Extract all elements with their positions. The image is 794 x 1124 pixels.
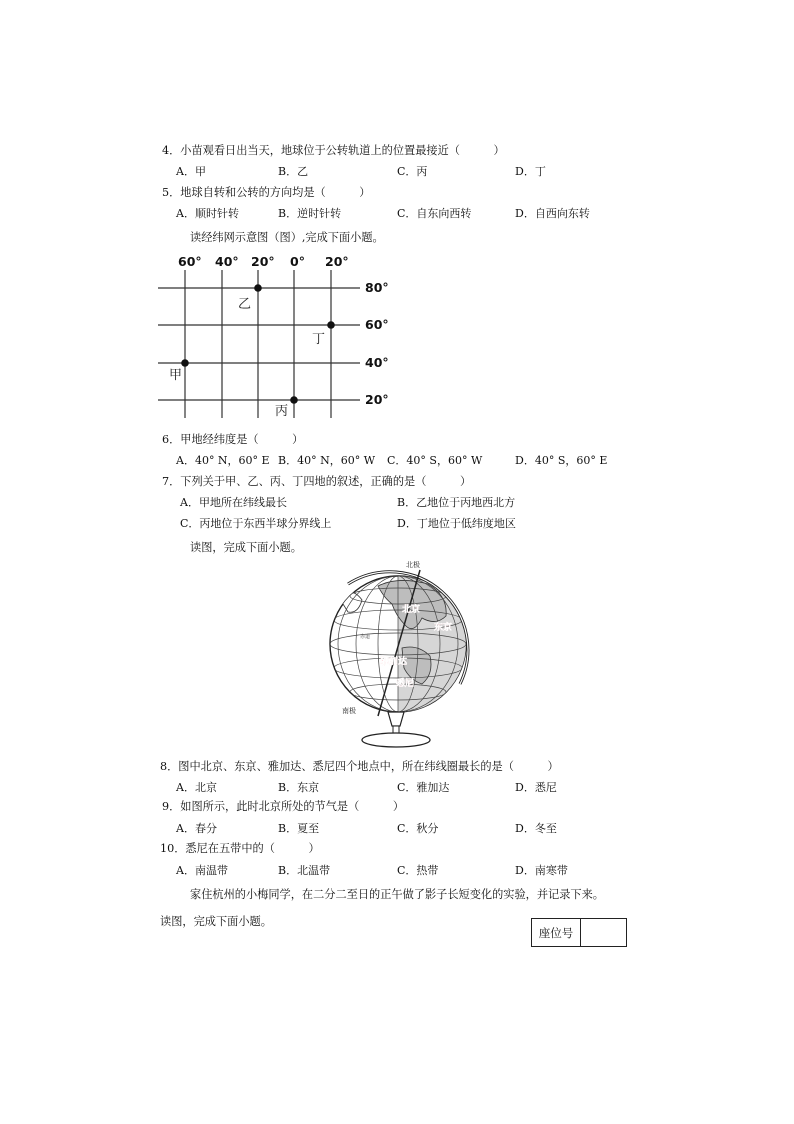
lon-label-0: 0° [290, 254, 305, 269]
q5-option-c[interactable]: C．自东向西转 [397, 207, 472, 220]
q6-option-a[interactable]: A．40° N，60° E [176, 454, 270, 467]
q8-option-c[interactable]: C．雅加达 [397, 781, 450, 794]
point-jia [181, 359, 189, 367]
q8-option-a[interactable]: A．北京 [176, 781, 217, 794]
label-beijing: 北京 [402, 605, 421, 615]
q10-option-b[interactable]: B．北温带 [278, 864, 331, 877]
q10-option-a[interactable]: A．南温带 [176, 864, 228, 877]
lat-label-60: 60° [365, 317, 389, 332]
q5-option-d[interactable]: D．自西向东转 [515, 207, 590, 220]
point-ding [327, 321, 335, 329]
lon-label-60: 60° [178, 254, 202, 269]
lat-label-80: 80° [365, 280, 389, 295]
q10-stem: 10．悉尼在五带中的（ ） [160, 842, 320, 855]
lat-lon-grid-figure [150, 250, 400, 425]
q8-option-d[interactable]: D．悉尼 [515, 781, 557, 794]
q6-option-c[interactable]: C．40° S，60° W [387, 454, 483, 467]
label-tokyo: 东京 [434, 623, 453, 633]
q7-option-a[interactable]: A．甲地所在纬线最长 [180, 496, 287, 509]
globe-figure [318, 556, 478, 752]
q4-option-a[interactable]: A．甲 [176, 165, 206, 178]
label-sydney: 悉尼 [396, 679, 415, 689]
label-equator: 赤道 [360, 634, 371, 640]
label-south-pole: 南极 [342, 707, 356, 715]
label-jakarta: 雅加达 [380, 657, 408, 667]
lon-label-40: 40° [215, 254, 239, 269]
q8-stem: 8．图中北京、东京、雅加达、悉尼四个地点中，所在纬线圈最长的是（ ） [160, 760, 559, 773]
intro-shadow-experiment: 家住杭州的小梅同学，在二分二至日的正午做了影子长短变化的实验，并记录下来。 [190, 888, 604, 901]
q6-option-d[interactable]: D．40° S，60° E [515, 454, 608, 467]
lon-label-20: 20° [251, 254, 275, 269]
point-bing [290, 396, 298, 404]
q9-stem: 9．如图所示，此时北京所处的节气是（ ） [162, 800, 405, 813]
q7-stem: 7．下列关于甲、乙、丙、丁四地的叙述，正确的是（ ） [162, 475, 472, 488]
q10-option-c[interactable]: C．热带 [397, 864, 439, 877]
q4-option-d[interactable]: D．丁 [515, 165, 546, 178]
q7-option-d[interactable]: D．丁地位于低纬度地区 [397, 517, 516, 530]
q7-option-b[interactable]: B．乙地位于丙地西北方 [397, 496, 516, 509]
q7-option-c[interactable]: C．丙地位于东西半球分界线上 [180, 517, 332, 530]
q4-stem: 4．小苗观看日出当天，地球位于公转轨道上的位置最接近（ ） [162, 144, 505, 157]
seat-number-label: 座位号 [532, 919, 581, 946]
intro-shadow-read: 读图，完成下面小题。 [160, 915, 272, 928]
q9-option-d[interactable]: D．冬至 [515, 822, 557, 835]
seat-number-field[interactable] [581, 919, 626, 946]
label-ding: 丁 [312, 332, 326, 347]
q9-option-c[interactable]: C．秋分 [397, 822, 439, 835]
label-yi: 乙 [238, 297, 252, 312]
q6-stem: 6．甲地经纬度是（ ） [162, 433, 304, 446]
label-jia: 甲 [169, 368, 183, 383]
lat-label-20: 20° [365, 392, 389, 407]
q5-option-a[interactable]: A．顺时针转 [176, 207, 239, 220]
lat-label-40: 40° [365, 355, 389, 370]
q5-option-b[interactable]: B．逆时针转 [278, 207, 342, 220]
label-north-pole: 北极 [406, 561, 420, 569]
point-yi [254, 284, 262, 292]
q9-option-a[interactable]: A．春分 [176, 822, 217, 835]
q9-option-b[interactable]: B．夏至 [278, 822, 320, 835]
seat-number-box [531, 918, 627, 947]
intro-grid: 读经纬网示意图（图）,完成下面小题。 [190, 231, 384, 244]
label-bing: 丙 [275, 404, 289, 419]
q4-option-b[interactable]: B．乙 [278, 165, 309, 178]
q6-option-b[interactable]: B．40° N，60° W [278, 454, 376, 467]
q10-option-d[interactable]: D．南寒带 [515, 864, 568, 877]
lon-label-20-east: 20° [325, 254, 349, 269]
q8-option-b[interactable]: B．东京 [278, 781, 320, 794]
intro-globe: 读图，完成下面小题。 [190, 541, 302, 554]
q4-option-c[interactable]: C．丙 [397, 165, 428, 178]
q5-stem: 5．地球自转和公转的方向均是（ ） [162, 186, 371, 199]
